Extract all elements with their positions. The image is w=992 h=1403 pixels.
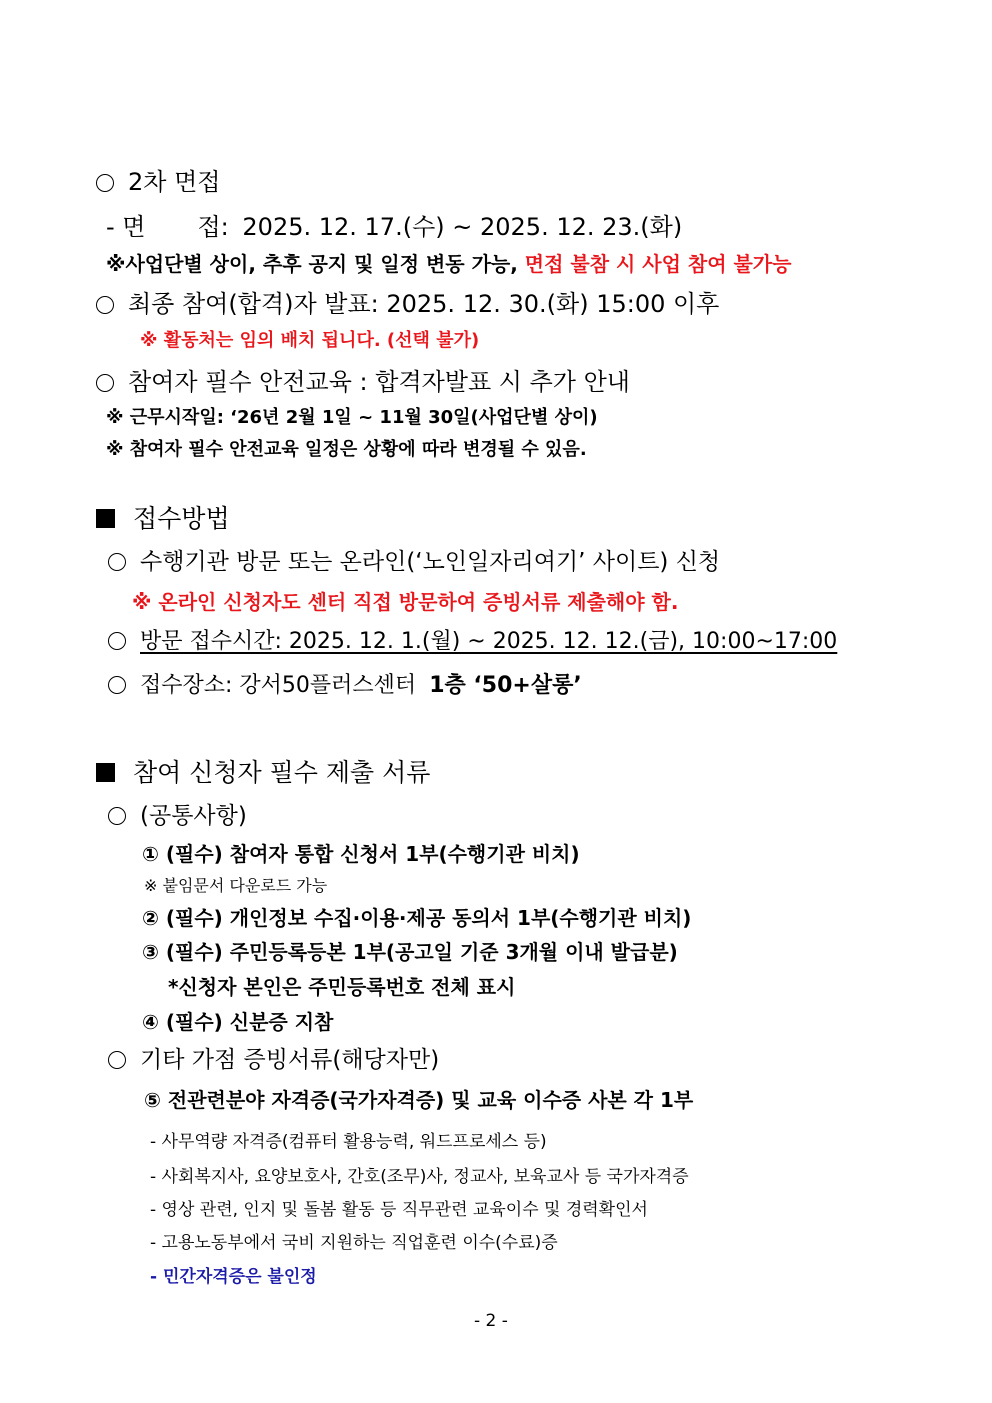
hollow-circle-icon (96, 374, 114, 392)
doc-sub-5: - 민간자격증은 불인정 (150, 1267, 317, 1287)
doc-item-5: ⑤ 전관련분야 자격증(국가자격증) 및 교육 이수증 사본 각 1부 (144, 1088, 694, 1112)
hollow-circle-icon (96, 296, 114, 314)
doc-item-3-note: *신청자 본인은 주민등록번호 전체 표시 (168, 975, 516, 999)
online-note: ※ 온라인 신청자도 센터 직접 방문하여 증빙서류 제출해야 함. (132, 590, 679, 614)
final-announcement: 최종 참여(합격)자 발표: 2025. 12. 30.(화) 15:00 이후 (96, 284, 719, 319)
doc-sub-4: - 고용노동부에서 국비 지원하는 직업훈련 이수(수료)증 (150, 1233, 558, 1253)
doc-sub-3: - 영상 관련, 인지 및 돌봄 활동 등 직무관련 교육이수 및 경력확인서 (150, 1200, 648, 1220)
reception-method: 수행기관 방문 또는 온라인(‘노인일자리여기’ 사이트) 신청 (108, 543, 720, 576)
doc-sub-1: - 사무역량 자격증(컴퓨터 활용능력, 워드프로세스 등) (150, 1132, 547, 1152)
interview-note: ※사업단별 상이, 추후 공지 및 일정 변동 가능, 면접 불참 시 사업 참여 불가능 (106, 252, 792, 276)
doc-item-1-note: ※ 붙임문서 다운로드 가능 (144, 876, 328, 895)
reception-place: 접수장소: 강서50플러스센터 1층 ‘50+살롱’ (108, 668, 582, 699)
work-start-note: ※ 근무시작일: ‘26년 2월 1일 ~ 11월 30일(사업단별 상이) (106, 407, 598, 428)
hollow-circle-icon (108, 676, 126, 694)
reception-heading: 접수방법 (96, 499, 230, 535)
extra-title: 기타 가점 증빙서류(해당자만) (108, 1041, 439, 1074)
doc-item-3: ③ (필수) 주민등록등본 1부(공고일 기준 3개월 이내 발급분) (142, 940, 678, 964)
safety-change-note: ※ 참여자 필수 안전교육 일정은 상황에 따라 변경될 수 있음. (106, 439, 587, 460)
placement-note: ※ 활동처는 임의 배치 됩니다. (선택 불가) (140, 330, 480, 351)
black-square-icon (96, 509, 115, 528)
hollow-circle-icon (108, 632, 126, 650)
safety-education: 참여자 필수 안전교육 : 합격자발표 시 추가 안내 (96, 362, 630, 397)
interview-date-line: - 면 접: 2025. 12. 17.(수) ~ 2025. 12. 23.(화) (106, 213, 683, 241)
visit-time: 방문 접수시간: 2025. 12. 1.(월) ~ 2025. 12. 12.(금), 10:00~17:00 (108, 624, 837, 655)
documents-heading: 참여 신청자 필수 제출 서류 (96, 753, 430, 789)
hollow-circle-icon (108, 1051, 126, 1069)
hollow-circle-icon (108, 807, 126, 825)
hollow-circle-icon (96, 174, 114, 192)
doc-sub-2: - 사회복지사, 요양보호사, 간호(조무)사, 정교사, 보육교사 등 국가자격증 (150, 1167, 689, 1187)
doc-item-1: ① (필수) 참여자 통합 신청서 1부(수행기관 비치) (142, 842, 580, 866)
interview-title: 2차 면접 (96, 162, 220, 197)
page-number: - 2 - (474, 1311, 508, 1331)
common-title: (공통사항) (108, 797, 247, 830)
doc-item-2: ② (필수) 개인정보 수집·이용·제공 동의서 1부(수행기관 비치) (142, 906, 692, 930)
doc-item-4: ④ (필수) 신분증 지참 (142, 1010, 334, 1034)
black-square-icon (96, 763, 115, 782)
hollow-circle-icon (108, 553, 126, 571)
